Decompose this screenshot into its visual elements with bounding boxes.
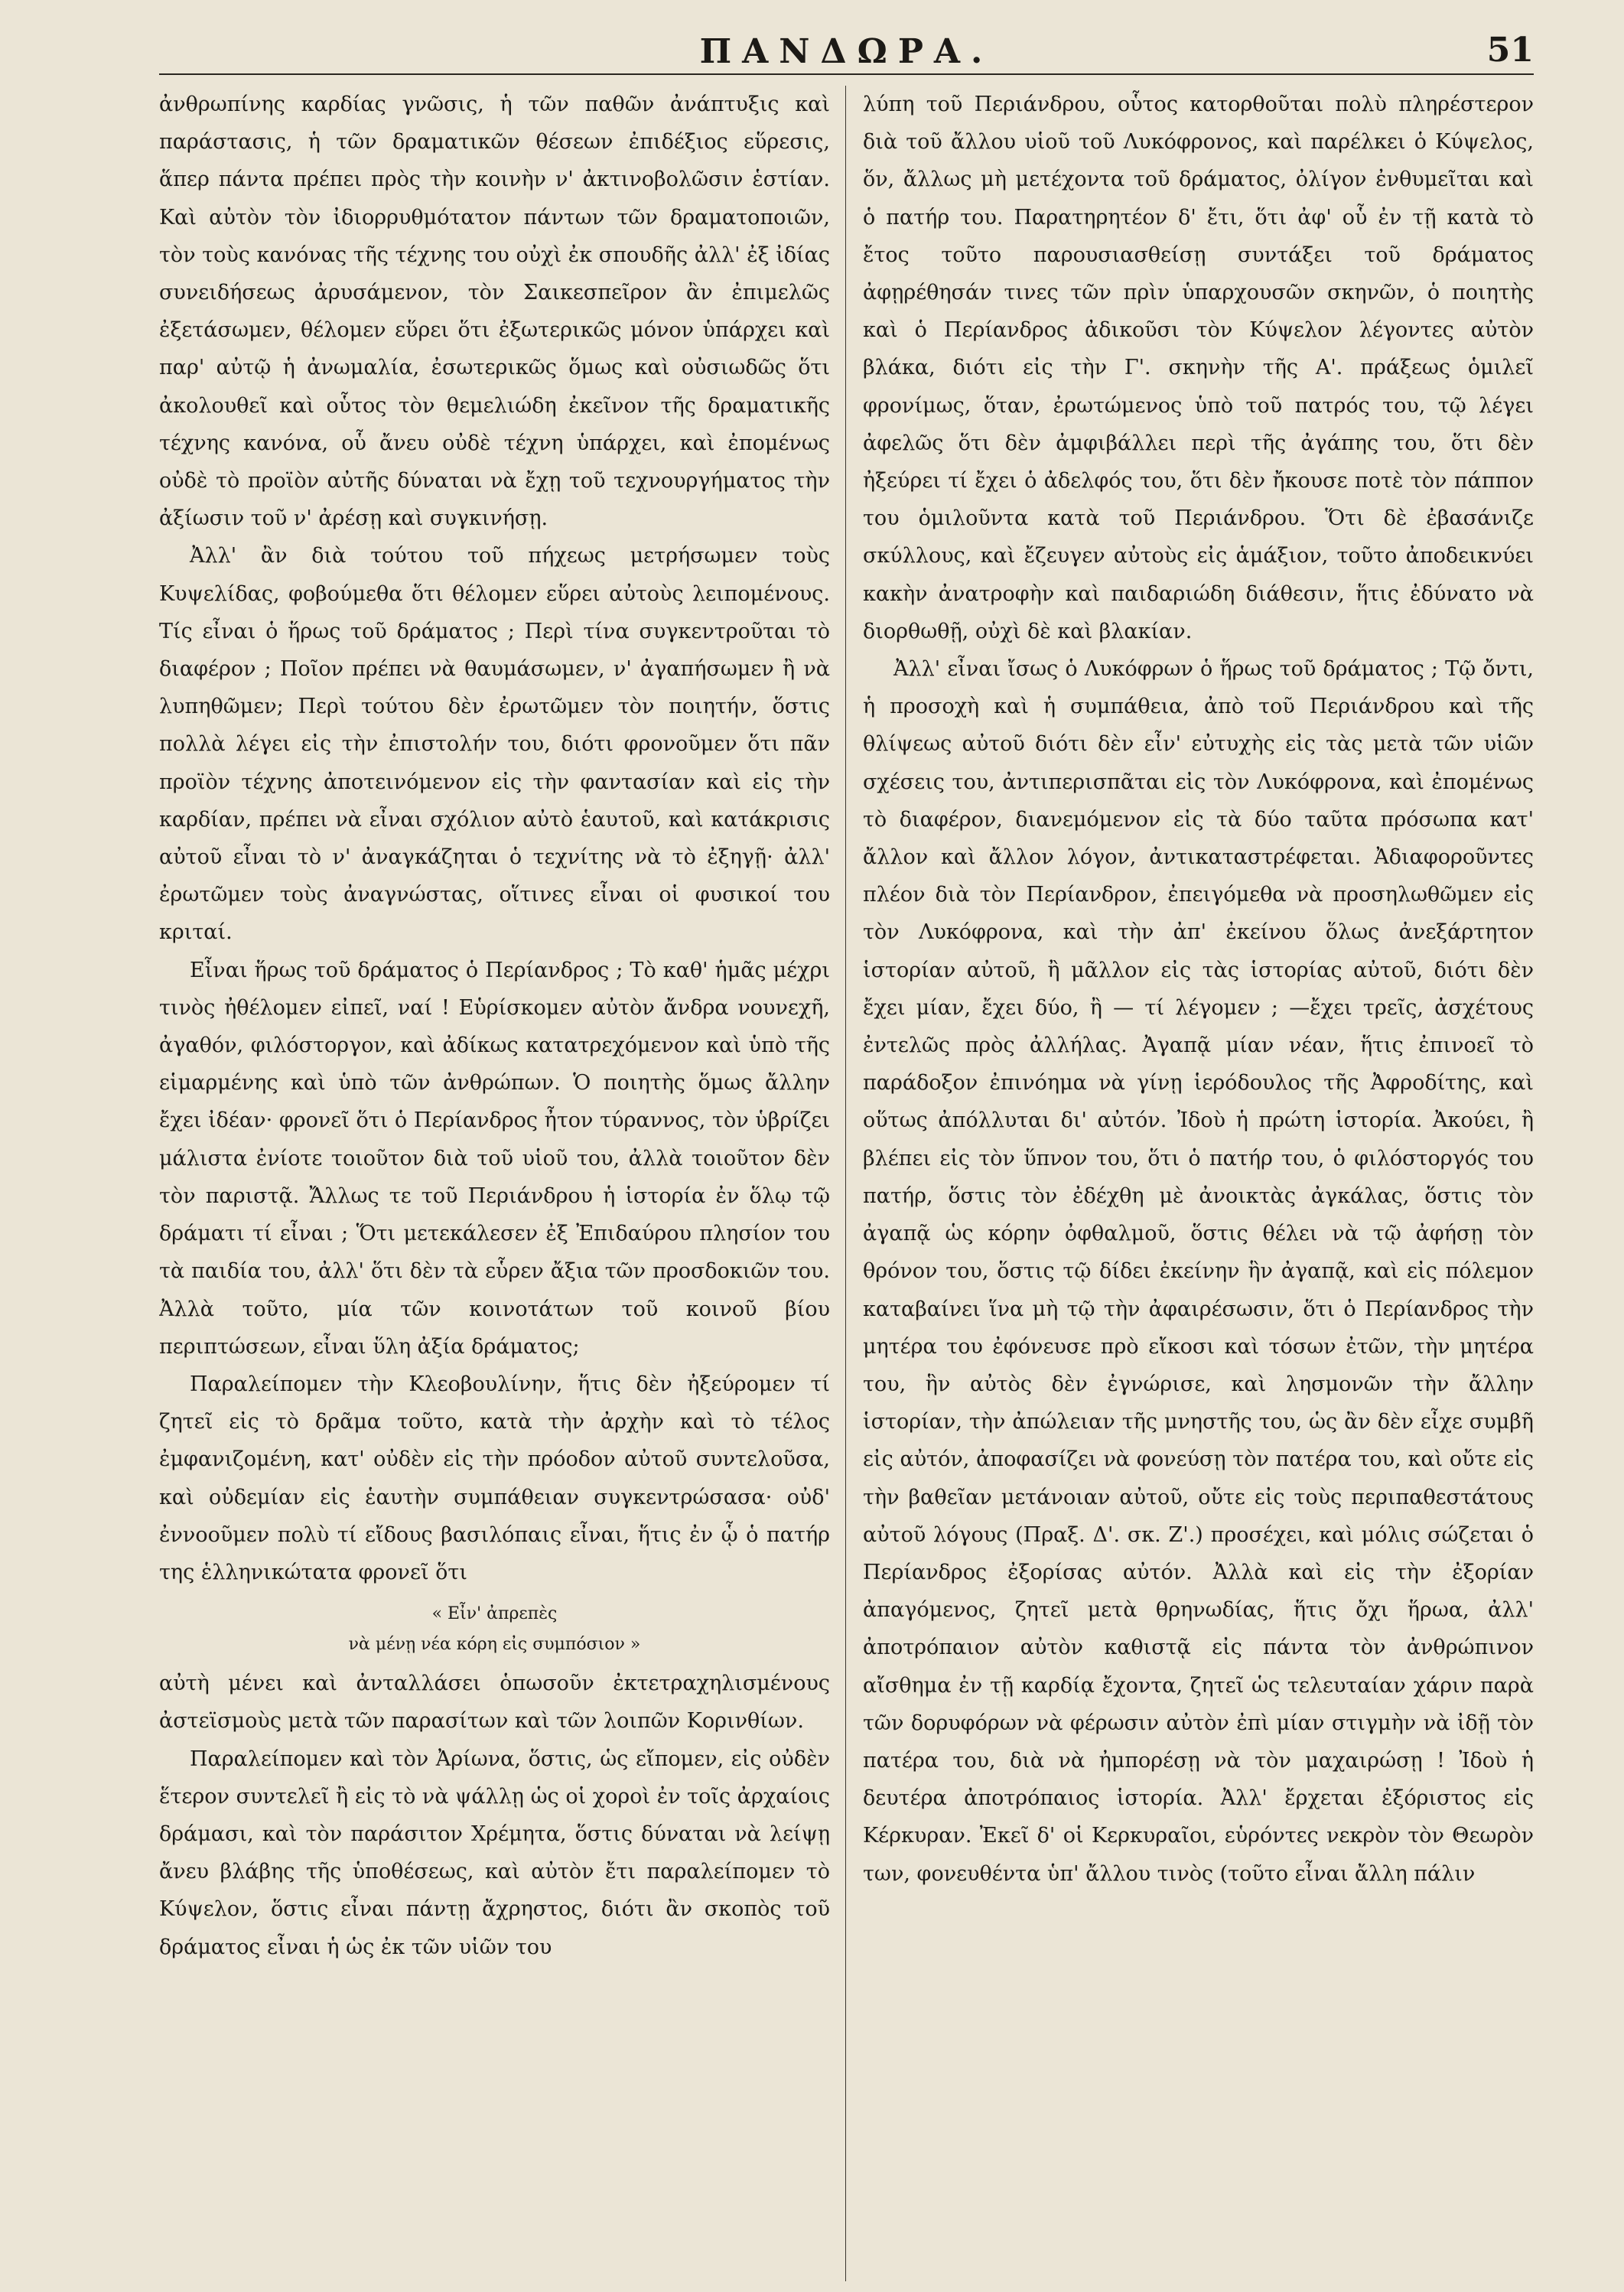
paragraph: Ἀλλ' εἶναι ἴσως ὁ Λυκόφρων ὁ ἥρως τοῦ δράματος ; Τῷ ὄντι, ἡ προσοχὴ καὶ ἡ συμπάθεια, ἀπὸ τοῦ Περιάνδρου καὶ τῆς θλίψεως αὐτοῦ διότι δὲν εἶν' εὐτυχὴς εἰς τὰς μετὰ τῶν υἱῶν σχέσεις του, ἀντιπερισπᾶται εἰς τὸν Λυκόφρονα, καὶ ἐπομένως τὸ διαφέρον, διανεμόμενον εἰς τὰ δύο ταῦτα πρόσωπα κατ' ἄλλον καὶ ἄλλον λόγον, ἀντικαταστρέφεται. Ἀδιαφοροῦντες πλέον διὰ τὸν Περίανδρον, ἐπειγόμεθα νὰ προσηλωθῶμεν εἰς τὸν Λυκόφρονα, καὶ τὴν ἀπ' ἐκείνου ὅλως ἀνεξάρτητον ἱστορίαν αὐτοῦ, ἢ μᾶλλον εἰς τὰς ἱστορίας αὐτοῦ, διότι δὲν ἔχει μίαν, ἔχει δύο, ἢ — τί λέγομεν ; —ἔχει τρεῖς, ἀσχέτους ἐντελῶς πρὸς ἀλλήλας. Ἀγαπᾷ μίαν νέαν, ἥτις ἐπινοεῖ τὸ παράδοξον ἐπινόημα νὰ γίνῃ ἱερόδουλος τῆς Ἀφροδίτης, καὶ οὕτως ἀπόλλυται δι' αὐτόν. Ἰδοὺ ἡ πρώτη ἱστορία. Ἀκούει, ἢ βλέπει εἰς τὸν ὕπνον του, ὅτι ὁ πατήρ του, ὁ φιλόστοργός του πατήρ, ὅστις τὸν ἐδέχθη μὲ ἀνοικτὰς ἀγκάλας, ὅστις τὸν ἀγαπᾷ ὡς κόρην ὀφθαλμοῦ, ὅστις θέλει νὰ τῷ ἀφήσῃ τὸν θρόνον του, ὅστις τῷ δίδει ἐκείνην ἣν ἀγαπᾷ, καὶ εἰς πόλεμον καταβαίνει ἵνα μὴ τῷ τὴν ἀφαιρέσωσιν, ὅτι ὁ Περίανδρος τὴν μητέρα του ἐφόνευσε πρὸ εἴκοσι καὶ τόσων ἐτῶν, τὴν μητέρα του, ἣν αὐτὸς δὲν ἐγνώρισε, καὶ λησμονῶν τὴν ἄλλην ἱστορίαν, τὴν ἀπώλειαν τῆς μνηστῆς του, ὡς ἂν δὲν εἶχε συμβῆ εἰς αὐτόν, ἀποφασίζει νὰ φονεύσῃ τὸν πατέρα του, καὶ οὔτε εἰς τὴν βαθεῖαν μετάνοιαν αὐτοῦ, οὔτε εἰς τοὺς περιπαθεστάτους αὐτοῦ λόγους (Πραξ. Δ'. σκ. Ζ'.) προσέχει, καὶ μόλις σώζεται ὁ Περίανδρος ἐξορίσας αὐτόν. Ἀλλὰ καὶ εἰς τὴν ἐξορίαν ἀπαγόμενος, ζητεῖ μετὰ θρηνωδίας, ἥτις ὄχι ἥρωα, ἀλλ' ἀποτρόπαιον αὐτὸν καθιστᾷ εἰς πάντα τὸν ἀνθρώπινον αἴσθημα ἐν τῇ καρδίᾳ ἔχοντα, ζητεῖ ὡς τελευταίαν χάριν παρὰ τῶν δορυφόρων νὰ φέρωσιν αὐτὸν ἐπὶ μίαν στιγμὴν νὰ ἰδῇ τὸν πατέρα του, διὰ νὰ ἠμπορέσῃ νὰ τὸν μαχαιρώσῃ ! Ἰδοὺ ἡ δευτέρα ἀποτρόπαιος ἱστορία. Ἀλλ' ἔρχεται ἐξόριστος εἰς Κέρκυραν. Ἐκεῖ δ' οἱ Κερκυραῖοι, εὑρόντες νεκρὸν τὸν Θεωρὸν των, φονευθέντα ὑπ' ἄλλου τινὸς (τοῦτο εἶναι ἄλλη πάλιν	[863, 657, 1534, 1886]
quote-line: « Εἶν' ἀπρεπὲς	[431, 1604, 558, 1624]
running-title: ΠΑΝΔΩΡΑ.	[699, 32, 994, 71]
text-columns	[159, 86, 1534, 2281]
quote-line: νὰ μένῃ νέα κόρη εἰς συμπόσιον »	[348, 1635, 641, 1655]
verse-quote	[159, 1599, 830, 1660]
paragraph: Εἶναι ἥρως τοῦ δράματος ὁ Περίανδρος ; Τὸ καθ' ἡμᾶς μέχρι τινὸς ἠθέλομεν εἰπεῖ, ναί ! Εὑρίσκομεν αὐτὸν ἄνδρα νουνεχῆ, ἀγαθόν, φιλόστοργον, καὶ ἀδίκως κατατρεχόμενον καὶ ὑπὸ τῆς εἱμαρμένης καὶ ὑπὸ τῶν ἀνθρώπων. Ὁ ποιητὴς ὅμως ἄλλην ἔχει ἰδέαν· φρονεῖ ὅτι ὁ Περίανδρος ἦτον τύραννος, τὸν ὑβρίζει μάλιστα ἐνίοτε τοιοῦτον διὰ τοῦ υἱοῦ του, ἀλλὰ τοιοῦτον δὲν τὸν παριστᾷ. Ἄλλως τε τοῦ Περιάνδρου ἡ ἱστορία ἐν ὅλῳ τῷ δράματι τί εἶναι ; Ὅτι μετεκάλεσεν ἐξ Ἐπιδαύρου πλησίον του τὰ παιδία του, ἀλλ' ὅτι δὲν τὰ εὗρεν ἄξια τῶν προσδοκιῶν του. Ἀλλὰ τοῦτο, μία τῶν κοινοτάτων τοῦ κοινοῦ βίου περιπτώσεων, εἶναι ὕλη ἀξία δράματος;	[159, 958, 830, 1359]
left-column	[159, 86, 845, 2281]
paragraph: Ἀλλ' ἂν διὰ τούτου τοῦ πήχεως μετρήσωμεν τοὺς Κυψελίδας, φοβούμεθα ὅτι θέλομεν εὕρει αὐτοὺς λειπομένους. Τίς εἶναι ὁ ἥρως τοῦ δράματος ; Περὶ τίνα συγκεντροῦται τὸ διαφέρον ; Ποῖον πρέπει νὰ θαυμάσωμεν, ν' ἀγαπήσωμεν ἢ νὰ λυπηθῶμεν; Περὶ τούτου δὲν ἐρωτῶμεν τὸν ποιητήν, ὅστις πολλὰ λέγει εἰς τὴν ἐπιστολήν του, διότι φρονοῦμεν ὅτι πᾶν προϊὸν τέχνης ἀποτεινόμενον εἰς τὴν φαντασίαν καὶ εἰς τὴν καρδίαν, πρέπει νὰ εἶναι σχόλιον αὐτὸ ἑαυτοῦ, καὶ κατάκρισις αὐτοῦ εἶναι τὸ ν' ἀναγκάζηται ὁ τεχνίτης νὰ τὸ ἐξηγῇ· ἀλλ' ἐρωτῶμεν τοὺς ἀναγνώστας, οἵτινες εἶναι οἱ φυσικοί του κριταί.	[159, 544, 830, 945]
paragraph: αὐτὴ μένει καὶ ἀνταλλάσει ὁπωσοῦν ἐκτετραχηλισμένους ἀστεϊσμοὺς μετὰ τῶν παρασίτων καὶ τῶν λοιπῶν Κορινθίων.	[159, 1672, 830, 1734]
paragraph: Παραλείπομεν καὶ τὸν Ἀρίωνα, ὅστις, ὡς εἴπομεν, εἰς οὐδὲν ἕτερον συντελεῖ ἢ εἰς τὸ νὰ ψάλλῃ ὡς οἱ χοροὶ ἐν τοῖς ἀρχαίοις δράμασι, καὶ τὸν παράσιτον Χρέμητα, ὅστις δύναται νὰ λείψῃ ἄνευ βλάβης τῆς ὑποθέσεως, καὶ αὐτὸν ἔτι παραλείπομεν τὸ Κύψελον, ὅστις εἶναι πάντῃ ἄχρηστος, διότι ἂν σκοπὸς τοῦ δράματος εἶναι ἡ ὡς ἐκ τῶν υἱῶν του	[159, 1747, 830, 1959]
page-number: 51	[1486, 31, 1534, 70]
paragraph: λύπη τοῦ Περιάνδρου, οὗτος κατορθοῦται πολὺ πληρέστερον διὰ τοῦ ἄλλου υἱοῦ τοῦ Λυκόφρονος, καὶ παρέλκει ὁ Κύψελος, ὅν, ἄλλως μὴ μετέχοντα τοῦ δράματος, ὀλίγον ἐνθυμεῖται καὶ ὁ πατήρ του. Παρατηρητέον δ' ἔτι, ὅτι ἀφ' οὗ ἐν τῇ κατὰ τὸ ἔτος τοῦτο παρουσιασθείσῃ συντάξει τοῦ δράματος ἀφῃρέθησάν τινες τῶν πρὶν ὑπαρχουσῶν σκηνῶν, ὁ ποιητὴς καὶ ὁ Περίανδρος ἀδικοῦσι τὸν Κύψελον λέγοντες αὐτὸν βλάκα, διότι εἰς τὴν Γ'. σκηνὴν τῆς Α'. πράξεως ὁμιλεῖ φρονίμως, ὅταν, ἐρωτώμενος ὑπὸ τοῦ πατρός του, τῷ λέγει ἀφελῶς ὅτι δὲν ἀμφιβάλλει περὶ τῆς ἀγάπης του, ὅτι δὲν ἠξεύρει τί ἔχει ὁ ἀδελφός του, ὅτι δὲν ἤκουσε ποτὲ τὸν πάππον του ὁμιλοῦντα κατὰ τοῦ Περιάνδρου. Ὅτι δὲ ἐβασάνιζε σκύλλους, καὶ ἔζευγεν αὐτοὺς εἰς ἁμάξιον, τοῦτο ἀποδεικνύει κακὴν ἀνατροφὴν καὶ παιδαριώδη διάθεσιν, ἥτις ἐδύνατο νὰ διορθωθῇ, οὐχὶ δὲ καὶ βλακίαν.	[863, 93, 1534, 643]
paragraph: ἀνθρωπίνης καρδίας γνῶσις, ἡ τῶν παθῶν ἀνάπτυξις καὶ παράστασις, ἡ τῶν δραματικῶν θέσεων ἐπιδέξιος εὕρεσις, ἅπερ πάντα πρέπει πρὸς τὴν κοινὴν ν' ἀκτινοβολῶσιν ἑστίαν. Καὶ αὐτὸν τὸν ἰδιορρυθμότατον πάντων τῶν δραματοποιῶν, τὸν τοὺς κανόνας τῆς τέχνης του οὐχὶ ἐκ σπουδῆς ἀλλ' ἐξ ἰδίας συνειδήσεως ἀρυσάμενον, τὸν Σαικεσπεῖρον ἂν ἐπιμελῶς ἐξετάσωμεν, θέλομεν εὕρει ὅτι ἐξωτερικῶς μόνον ὑπάρχει καὶ παρ' αὐτῷ ἡ ἀνωμαλία, ἐσωτερικῶς ὅμως καὶ οὐσιωδῶς ὅτι ἀκολουθεῖ καὶ οὗτος τὸν θεμελιώδη ἐκεῖνον τῆς δραματικῆς τέχνης κανόνα, οὗ ἄνευ οὐδὲ τέχνη ὑπάρχει, καὶ ἐπομένως οὐδὲ τὸ προϊὸν αὐτῆς δύναται νὰ ἔχῃ τοῦ τεχνουργήματος τὴν ἀξίωσιν τοῦ ν' ἀρέσῃ καὶ συγκινήσῃ.	[159, 93, 830, 531]
page-header	[159, 31, 1534, 75]
right-column	[845, 86, 1534, 2281]
paragraph: Παραλείπομεν τὴν Κλεοβουλίνην, ἥτις δὲν ἠξεύρομεν τί ζητεῖ εἰς τὸ δρᾶμα τοῦτο, κατὰ τὴν ἀρχὴν καὶ τὸ τέλος ἐμφανιζομένη, κατ' οὐδὲν εἰς τὴν πρόοδον αὐτοῦ συντελοῦσα, καὶ οὐδεμίαν εἰς ἑαυτὴν συμπάθειαν συγκεντρώσασα· οὐδ' ἐννοοῦμεν πολὺ τί εἴδους βασιλόπαις εἶναι, ἥτις ἐν ᾧ ὁ πατήρ της ἑλληνικώτατα φρονεῖ ὅτι	[159, 1372, 830, 1584]
